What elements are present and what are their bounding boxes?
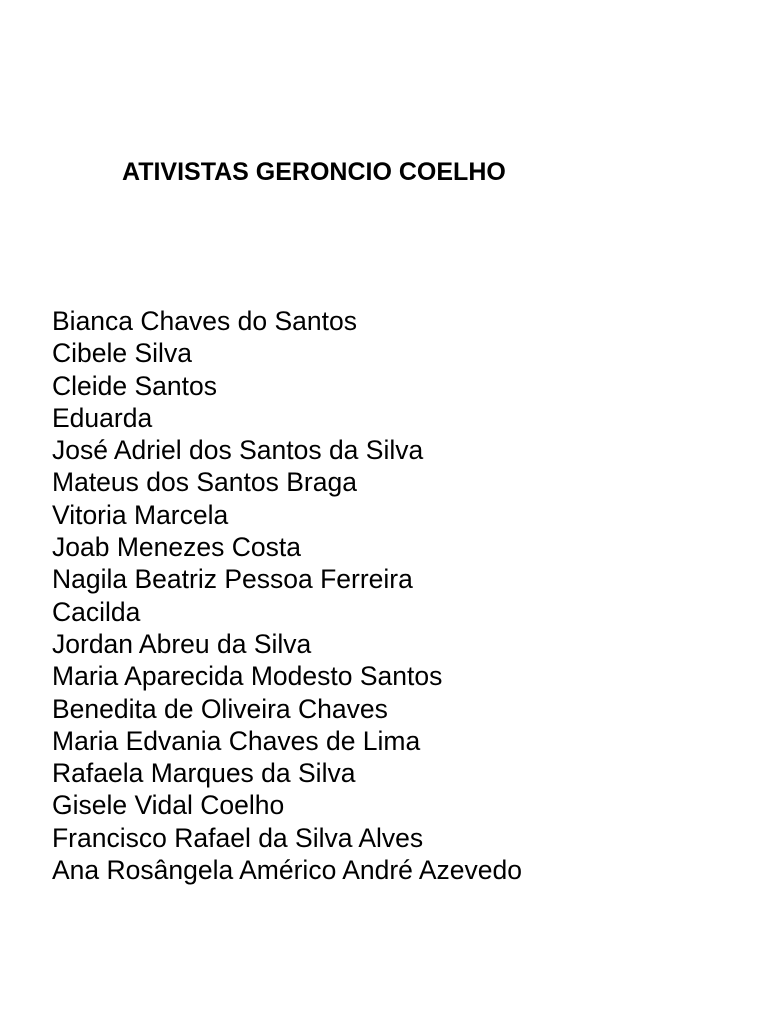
list-item: Mateus dos Santos Braga: [52, 467, 357, 498]
list-item: Benedita de Oliveira Chaves: [52, 693, 388, 724]
activist-name-list: [52, 305, 522, 886]
list-item: Bianca Chaves do Santos: [52, 306, 357, 336]
list-item: Maria Aparecida Modesto Santos: [52, 661, 443, 692]
list-item: Cibele Silva: [52, 338, 192, 369]
list-item: Cleide Santos: [52, 370, 217, 401]
list-item: Rafaela Marques da Silva: [52, 758, 356, 789]
list-item: Francisco Rafael da Silva Alves: [52, 822, 424, 853]
document-title: ATIVISTAS GERONCIO COELHO: [122, 158, 506, 186]
list-item: José Adriel dos Santos da Silva: [52, 435, 424, 466]
list-item: Gisele Vidal Coelho: [52, 790, 285, 821]
list-item: Nagila Beatriz Pessoa Ferreira: [52, 564, 413, 595]
list-item: Vitoria Marcela: [52, 499, 229, 530]
list-item: Ana Rosângela Américo André Azevedo: [52, 855, 522, 886]
list-item: Eduarda: [52, 402, 153, 433]
list-item: Joab Menezes Costa: [52, 532, 301, 563]
list-item: Cacilda: [52, 596, 141, 627]
list-item: Jordan Abreu da Silva: [52, 628, 312, 659]
list-item: Maria Edvania Chaves de Lima: [52, 725, 421, 756]
